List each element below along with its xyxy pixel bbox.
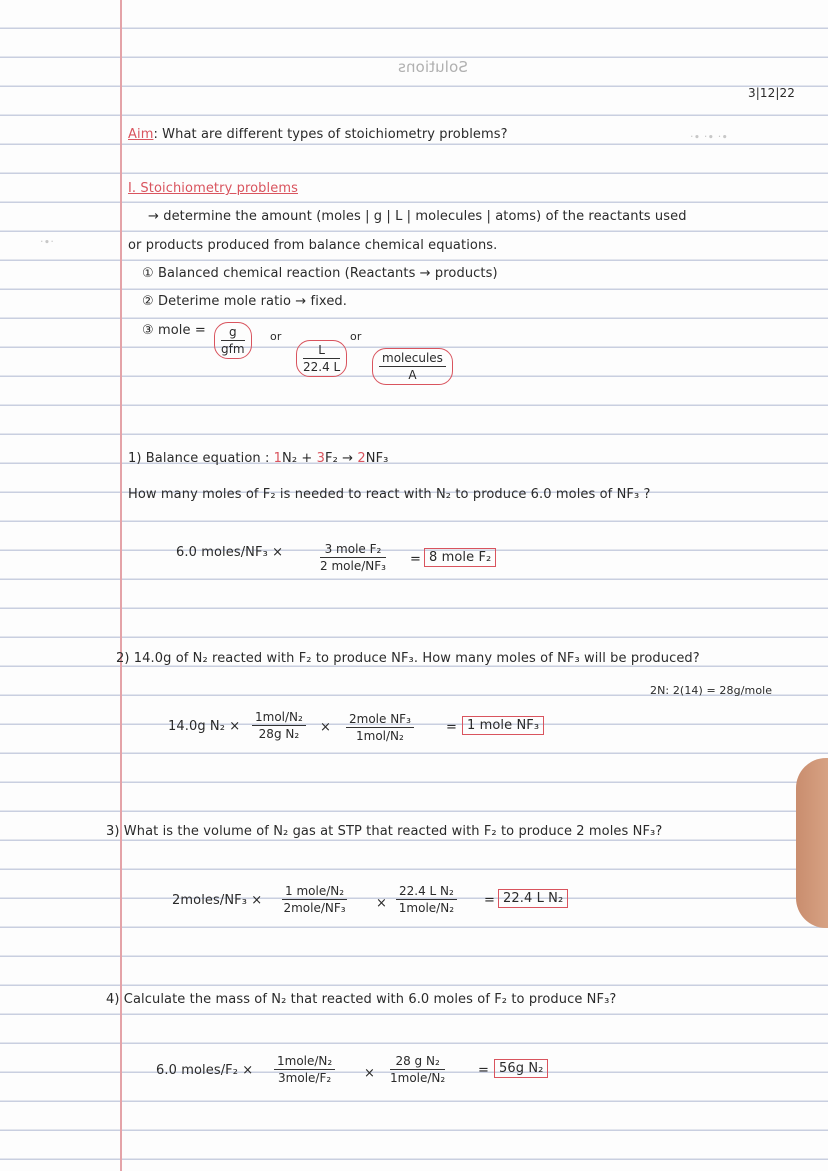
ratio-numerator: 1 mole/N₂: [282, 884, 347, 900]
liters-denominator: 22.4 L: [303, 360, 341, 374]
mole-formula-grams: [214, 322, 252, 359]
problem-1-question: How many moles of F₂ is needed to react with N₂ to produce 6.0 moles of NF₃ ?: [128, 487, 651, 502]
liters-numerator: L: [303, 343, 340, 359]
problem-3-given: 2moles/NF₃ ×: [172, 893, 263, 908]
equation-label: 1) Balance equation :: [128, 451, 270, 466]
species-f2: F₂ →: [325, 451, 354, 466]
molecules-numerator: molecules: [379, 351, 446, 367]
problem-3-mole-ratio: [282, 884, 347, 915]
definition-line-2: or products produced from balance chemical equations.: [128, 238, 498, 253]
problem-1-equals: =: [410, 552, 421, 567]
problem-1-given: 6.0 moles/NF₃ ×: [176, 545, 284, 560]
times-sign: ×: [376, 896, 387, 911]
factor-denominator: 1mole/N₂: [398, 901, 455, 915]
ratio-denominator: 3mole/F₂: [278, 1071, 332, 1085]
step-1: ① Balanced chemical reaction (Reactants → products): [142, 266, 498, 281]
problem-2-equals: =: [446, 720, 457, 735]
aim-line: [128, 127, 508, 142]
ratio-denominator: 2 mole/NF₃: [320, 559, 386, 573]
problem-2-given: 14.0g N₂ ×: [168, 719, 241, 734]
finger-occlusion: [796, 758, 828, 928]
problem-3-answer: 22.4 L N₂: [498, 889, 568, 908]
species-nf3: NF₃: [365, 451, 389, 466]
bleed-through-text: ·∙·: [40, 235, 54, 248]
ratio-denominator: 1mol/N₂: [356, 729, 404, 743]
factor-denominator: 1mole/N₂: [390, 1071, 446, 1085]
or-label-2: or: [350, 330, 362, 343]
problem-3-question: 3) What is the volume of N₂ gas at STP that reacted with F₂ to produce 2 moles NF₃?: [106, 824, 663, 839]
molar-mass-note: 2N: 2(14) = 28g/mole: [650, 684, 773, 697]
factor-denominator: 28g N₂: [258, 727, 300, 741]
problem-2-question: 2) 14.0g of N₂ reacted with F₂ to produce NF₃. How many moles of NF₃ will be produced?: [116, 651, 700, 666]
aim-text: : What are different types of stoichiometry problems?: [153, 127, 508, 142]
problem-1-mole-ratio: [320, 542, 386, 573]
problem-2-mole-ratio: [346, 712, 414, 743]
problem-3-volume-factor: [396, 884, 457, 915]
grams-denominator: gfm: [221, 342, 245, 356]
ratio-numerator: 3 mole F₂: [320, 542, 386, 558]
section-heading: I. Stoichiometry problems: [128, 181, 298, 196]
ratio-denominator: 2mole/NF₃: [283, 901, 346, 915]
coefficient-nf3: 2: [357, 451, 366, 466]
times-sign: ×: [364, 1066, 375, 1081]
problem-4-mole-ratio: [274, 1054, 335, 1085]
problem-4-given: 6.0 moles/F₂ ×: [156, 1063, 254, 1078]
definition-line-1: → determine the amount (moles | g | L | molecules | atoms) of the reactants used: [148, 209, 687, 224]
step-3-prefix: ③ mole =: [142, 323, 206, 338]
step-2: ② Deterime mole ratio → fixed.: [142, 294, 347, 309]
problem-2-answer: 1 mole NF₃: [462, 716, 544, 735]
problem-4-question: 4) Calculate the mass of N₂ that reacted with 6.0 moles of F₂ to produce NF₃?: [106, 992, 617, 1007]
problem-4-molar-mass-factor: [390, 1054, 445, 1085]
problem-1-answer: 8 mole F₂: [424, 548, 496, 567]
problem-1-equation: [128, 451, 388, 466]
mole-formula-molecules: [372, 348, 453, 385]
problem-2-molar-mass-factor: [252, 710, 306, 741]
problem-3-equals: =: [484, 893, 495, 908]
bleed-through-text: ·∙ ·∙ ·∙: [690, 130, 729, 143]
factor-numerator: 1mol/N₂: [252, 710, 306, 726]
species-n2: N₂ +: [282, 451, 313, 466]
molecules-denominator: A: [408, 368, 417, 382]
times-sign: ×: [320, 720, 331, 735]
problem-4-equals: =: [478, 1063, 489, 1078]
problem-4-answer: 56g N₂: [494, 1059, 548, 1078]
coefficient-f2: 3: [316, 451, 326, 466]
or-label-1: or: [270, 330, 282, 343]
aim-label: Aim: [128, 127, 154, 142]
grams-numerator: g: [221, 325, 245, 341]
factor-numerator: 22.4 L N₂: [396, 884, 457, 900]
ratio-numerator: 2mole NF₃: [346, 712, 414, 728]
mole-formula-liters: [296, 340, 347, 377]
ratio-numerator: 1mole/N₂: [274, 1054, 335, 1070]
date: 3|12|22: [748, 86, 795, 100]
factor-numerator: 28 g N₂: [390, 1054, 445, 1070]
coefficient-n2: 1: [273, 451, 283, 466]
mirrored-title: Solutions: [398, 58, 468, 76]
